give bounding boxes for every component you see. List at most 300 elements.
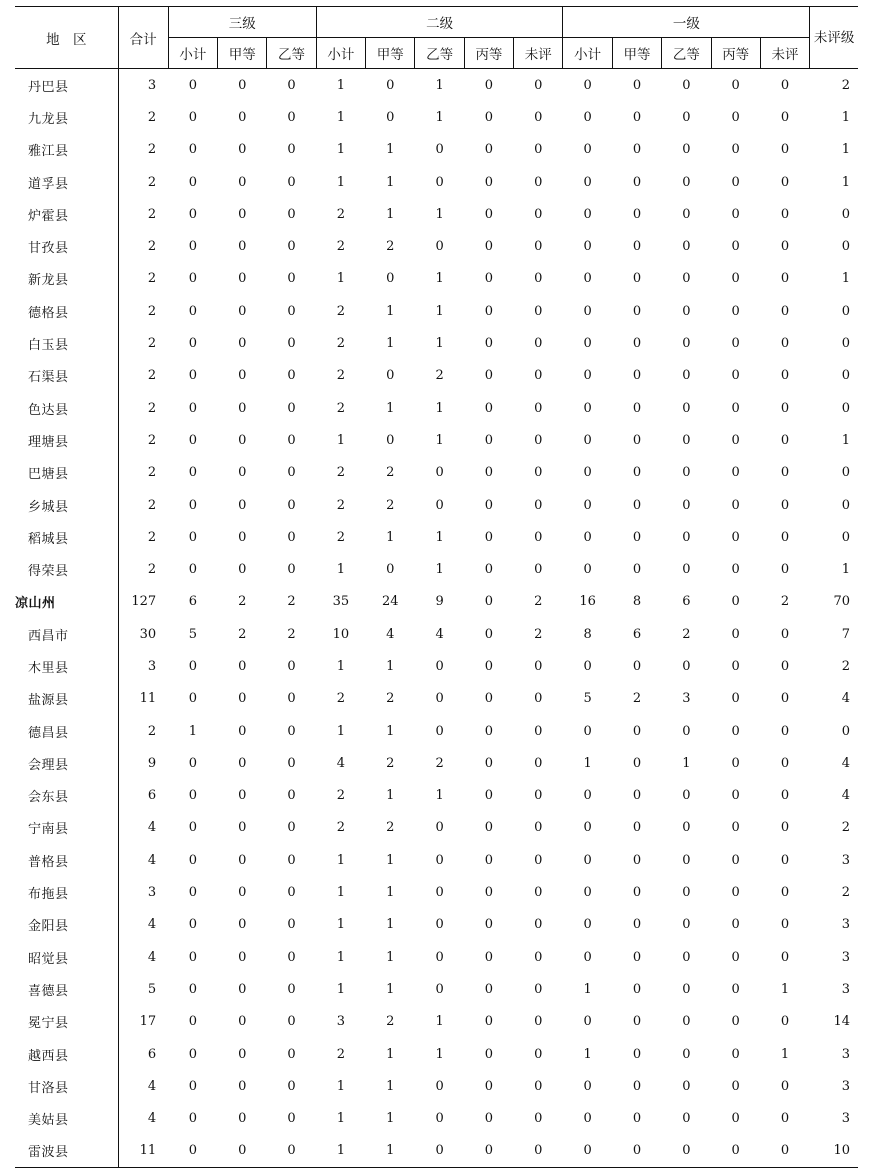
value-cell: 0 — [583, 885, 592, 901]
value-cell: 0 — [583, 206, 592, 222]
value-cell: 0 — [287, 432, 296, 448]
total-cell: 4 — [118, 812, 168, 844]
total-cell: 4 — [118, 844, 168, 876]
value-cell: 0 — [682, 1014, 691, 1030]
value-cell: 0 — [287, 142, 296, 158]
value-cell: 2 — [386, 239, 395, 255]
value-cell: 0 — [218, 1135, 267, 1168]
value-cell: 0 — [731, 723, 740, 739]
value-cell: 1 — [336, 852, 346, 868]
value-cell: 0 — [632, 77, 642, 93]
value-cell: 0 — [534, 465, 543, 481]
value-cell: 0 — [534, 788, 543, 804]
value-cell: 0 — [188, 271, 197, 287]
value-cell: 0 — [780, 303, 790, 319]
table-row — [15, 844, 858, 876]
value-cell: 0 — [287, 206, 296, 222]
value-cell: 0 — [435, 981, 444, 997]
value-cell: 0 — [188, 336, 197, 352]
value-cell: 1 — [336, 917, 346, 933]
value-cell: 0 — [484, 1014, 494, 1030]
value-cell: 0 — [632, 109, 642, 125]
unrated-cell: 0 — [841, 400, 850, 416]
value-cell: 0 — [238, 917, 247, 933]
value-cell: 0 — [287, 303, 296, 319]
value-cell: 0 — [188, 432, 197, 448]
value-cell: 0 — [534, 949, 543, 965]
total-cell: 5 — [118, 973, 168, 1005]
value-cell: 1 — [583, 1046, 592, 1062]
sub-header: 小计 — [563, 38, 612, 69]
value-cell: 2 — [780, 594, 790, 610]
value-cell: 2 — [386, 755, 395, 771]
region-name: 金阳县 — [28, 919, 69, 935]
value-cell: 0 — [534, 303, 543, 319]
value-cell: 0 — [188, 691, 197, 707]
value-cell: 0 — [386, 77, 395, 93]
value-cell: 0 — [583, 400, 592, 416]
value-cell: 0 — [583, 239, 592, 255]
value-cell: 0 — [583, 852, 592, 868]
value-cell: 1 — [336, 885, 346, 901]
value-cell: 0 — [632, 206, 642, 222]
sub-header: 乙等 — [662, 38, 711, 69]
value-cell: 1 — [336, 658, 346, 674]
unrated-cell: 3 — [841, 949, 850, 965]
value-cell: 1 — [435, 1014, 444, 1030]
sub-header: 未评 — [514, 38, 563, 69]
value-cell: 0 — [583, 465, 592, 481]
total-cell: 2 — [118, 134, 168, 166]
sub-header: 小计 — [168, 38, 217, 69]
unrated-cell: 2 — [841, 885, 850, 901]
table-row — [15, 360, 858, 392]
value-cell: 0 — [188, 303, 197, 319]
value-cell: 0 — [731, 594, 740, 610]
total-cell: 2 — [118, 198, 168, 230]
value-cell: 0 — [287, 562, 296, 578]
value-cell: 0 — [484, 723, 494, 739]
value-cell: 0 — [484, 949, 494, 965]
value-cell: 0 — [435, 465, 444, 481]
value-cell: 0 — [435, 239, 444, 255]
region-name: 凉山州 — [15, 596, 56, 612]
value-cell: 0 — [583, 77, 592, 93]
total-cell: 2 — [118, 553, 168, 585]
value-cell: 0 — [583, 271, 592, 287]
value-cell: 0 — [632, 174, 642, 190]
value-cell: 0 — [484, 820, 494, 836]
value-cell: 0 — [484, 529, 494, 545]
value-cell: 0 — [682, 562, 691, 578]
value-cell: 0 — [188, 658, 197, 674]
value-cell: 1 — [435, 400, 444, 416]
value-cell: 0 — [780, 497, 790, 513]
value-cell: 0 — [484, 239, 494, 255]
sub-header: 小计 — [316, 38, 365, 69]
value-cell: 0 — [632, 852, 642, 868]
sub-header: 未评 — [760, 38, 809, 69]
value-cell: 0 — [188, 852, 197, 868]
value-cell: 0 — [287, 658, 296, 674]
value-cell: 2 — [386, 691, 395, 707]
value-cell: 1 — [435, 271, 444, 287]
unrated-cell: 14 — [833, 1014, 850, 1030]
value-cell: 0 — [632, 239, 642, 255]
total-cell: 2 — [118, 230, 168, 262]
value-cell: 0 — [484, 400, 494, 416]
total-cell: 11 — [118, 683, 168, 715]
value-cell: 1 — [386, 1046, 395, 1062]
value-cell: 0 — [514, 1135, 563, 1168]
value-cell: 0 — [731, 852, 740, 868]
value-cell: 0 — [632, 949, 642, 965]
total-cell: 2 — [118, 392, 168, 424]
region-name: 乡城县 — [28, 499, 69, 515]
value-cell: 0 — [583, 497, 592, 513]
table-row — [15, 747, 858, 779]
value-cell: 0 — [238, 691, 247, 707]
value-cell: 2 — [336, 206, 346, 222]
value-cell: 0 — [435, 820, 444, 836]
value-cell: 0 — [780, 1078, 790, 1094]
value-cell: 0 — [682, 432, 691, 448]
value-cell: 0 — [780, 949, 790, 965]
value-cell: 0 — [632, 1046, 642, 1062]
value-cell: 0 — [780, 206, 790, 222]
value-cell: 0 — [632, 1078, 642, 1094]
value-cell: 0 — [435, 723, 444, 739]
value-cell: 0 — [484, 981, 494, 997]
total-cell: 4 — [118, 909, 168, 941]
value-cell: 0 — [632, 529, 642, 545]
value-cell: 2 — [336, 1046, 346, 1062]
table-row — [15, 198, 858, 230]
value-cell: 0 — [484, 626, 494, 642]
value-cell: 2 — [386, 497, 395, 513]
value-cell: 0 — [682, 497, 691, 513]
value-cell: 0 — [682, 465, 691, 481]
value-cell: 0 — [484, 432, 494, 448]
value-cell: 1 — [386, 658, 395, 674]
value-cell: 0 — [238, 788, 247, 804]
value-cell: 0 — [731, 109, 740, 125]
sub-header: 乙等 — [415, 38, 464, 69]
value-cell: 0 — [534, 336, 543, 352]
value-cell: 0 — [238, 206, 247, 222]
value-cell: 0 — [731, 303, 740, 319]
value-cell: 0 — [682, 303, 691, 319]
value-cell: 0 — [188, 109, 197, 125]
prefecture-row — [15, 586, 858, 618]
value-cell: 0 — [188, 885, 197, 901]
value-cell: 0 — [731, 271, 740, 287]
value-cell: 0 — [188, 400, 197, 416]
sub-header: 乙等 — [267, 38, 316, 69]
table-row — [15, 876, 858, 908]
value-cell: 0 — [386, 432, 395, 448]
region-name: 色达县 — [28, 402, 69, 418]
value-cell: 0 — [632, 820, 642, 836]
value-cell: 0 — [287, 368, 296, 384]
value-cell: 0 — [188, 142, 197, 158]
value-cell: 1 — [336, 271, 346, 287]
value-cell: 2 — [336, 788, 346, 804]
value-cell: 0 — [731, 336, 740, 352]
table-row — [15, 650, 858, 682]
value-cell: 0 — [287, 1014, 296, 1030]
value-cell: 0 — [484, 1046, 494, 1062]
value-cell: 0 — [534, 271, 543, 287]
value-cell: 0 — [168, 1135, 217, 1168]
value-cell: 0 — [632, 1111, 642, 1127]
value-cell: 0 — [731, 885, 740, 901]
region-name: 甘洛县 — [28, 1080, 69, 1096]
unrated-cell: 2 — [841, 77, 850, 93]
value-cell: 0 — [287, 723, 296, 739]
value-cell: 0 — [435, 852, 444, 868]
value-cell: 0 — [731, 626, 740, 642]
value-cell: 1 — [386, 949, 395, 965]
value-cell: 0 — [435, 658, 444, 674]
value-cell: 1 — [336, 981, 346, 997]
value-cell: 0 — [780, 820, 790, 836]
value-cell: 1 — [386, 788, 395, 804]
region-name: 越西县 — [28, 1048, 69, 1064]
value-cell: 0 — [238, 852, 247, 868]
value-cell: 0 — [238, 1111, 247, 1127]
value-cell: 3 — [336, 1014, 346, 1030]
value-cell: 0 — [632, 368, 642, 384]
value-cell: 0 — [287, 1111, 296, 1127]
value-cell: 0 — [484, 465, 494, 481]
value-cell: 0 — [780, 336, 790, 352]
value-cell: 1 — [386, 852, 395, 868]
value-cell: 0 — [386, 271, 395, 287]
value-cell: 0 — [386, 368, 395, 384]
value-cell: 1 — [336, 174, 346, 190]
sub-header: 甲等 — [218, 38, 267, 69]
value-cell: 0 — [632, 303, 642, 319]
value-cell: 0 — [632, 885, 642, 901]
value-cell: 0 — [780, 755, 790, 771]
value-cell: 0 — [731, 206, 740, 222]
value-cell: 0 — [534, 562, 543, 578]
value-cell: 6 — [682, 594, 691, 610]
value-cell: 0 — [682, 336, 691, 352]
value-cell: 0 — [731, 368, 740, 384]
value-cell: 1 — [386, 1078, 395, 1094]
unrated-cell: 0 — [841, 368, 850, 384]
table-row — [15, 683, 858, 715]
value-cell: 0 — [238, 981, 247, 997]
value-cell: 0 — [484, 852, 494, 868]
value-cell: 0 — [780, 368, 790, 384]
unrated-cell: 0 — [841, 336, 850, 352]
value-cell: 0 — [238, 562, 247, 578]
value-cell: 0 — [238, 465, 247, 481]
value-cell: 0 — [415, 1135, 464, 1168]
value-cell: 0 — [731, 497, 740, 513]
value-cell: 0 — [534, 239, 543, 255]
value-cell: 0 — [435, 1078, 444, 1094]
value-cell: 0 — [682, 820, 691, 836]
value-cell: 0 — [484, 755, 494, 771]
value-cell: 9 — [435, 594, 444, 610]
sub-header: 丙等 — [464, 38, 513, 69]
total-cell: 2 — [118, 295, 168, 327]
value-cell: 0 — [780, 885, 790, 901]
value-cell: 0 — [287, 174, 296, 190]
value-cell: 0 — [435, 497, 444, 513]
unrated-cell: 4 — [841, 755, 850, 771]
unrated-cell: 0 — [841, 529, 850, 545]
unrated-cell: 0 — [841, 497, 850, 513]
value-cell: 0 — [780, 109, 790, 125]
value-cell: 0 — [632, 755, 642, 771]
region-name: 美姑县 — [28, 1113, 69, 1129]
value-cell: 0 — [731, 1111, 740, 1127]
value-cell: 0 — [612, 1135, 661, 1168]
value-cell: 1 — [386, 1111, 395, 1127]
table-row — [15, 166, 858, 198]
table-row — [15, 715, 858, 747]
region-name: 德昌县 — [28, 725, 69, 741]
unrated-cell: 3 — [841, 1111, 850, 1127]
value-cell: 1 — [386, 206, 395, 222]
value-cell: 0 — [386, 562, 395, 578]
unrated-cell: 0 — [841, 303, 850, 319]
region-name: 白玉县 — [28, 338, 69, 354]
value-cell: 0 — [534, 142, 543, 158]
total-cell: 6 — [118, 1038, 168, 1070]
value-cell: 0 — [583, 562, 592, 578]
total-cell: 2 — [118, 424, 168, 456]
table-row — [15, 909, 858, 941]
value-cell: 2 — [336, 465, 346, 481]
value-cell: 2 — [336, 529, 346, 545]
value-cell: 0 — [731, 562, 740, 578]
value-cell: 0 — [780, 174, 790, 190]
value-cell: 0 — [238, 1078, 247, 1094]
total-cell: 2 — [118, 715, 168, 747]
value-cell: 0 — [682, 981, 691, 997]
value-cell: 0 — [484, 788, 494, 804]
table-row — [15, 1135, 858, 1168]
value-cell: 0 — [583, 917, 592, 933]
value-cell: 0 — [287, 885, 296, 901]
value-cell: 0 — [484, 594, 494, 610]
value-cell: 1 — [435, 432, 444, 448]
region-name: 甘孜县 — [28, 241, 69, 257]
value-cell: 0 — [632, 723, 642, 739]
value-cell: 0 — [534, 368, 543, 384]
value-cell: 1 — [583, 981, 592, 997]
value-cell: 1 — [386, 917, 395, 933]
value-cell: 3 — [682, 691, 691, 707]
value-cell: 0 — [484, 917, 494, 933]
value-cell: 1 — [386, 142, 395, 158]
value-cell: 0 — [731, 917, 740, 933]
total-cell: 2 — [118, 489, 168, 521]
value-cell: 0 — [780, 658, 790, 674]
value-cell: 0 — [238, 174, 247, 190]
table-row — [15, 780, 858, 812]
value-cell: 1 — [435, 77, 444, 93]
value-cell: 0 — [534, 981, 543, 997]
value-cell: 2 — [632, 691, 642, 707]
total-cell: 2 — [118, 101, 168, 133]
value-cell: 0 — [682, 77, 691, 93]
table-header — [15, 7, 858, 69]
value-cell: 1 — [386, 174, 395, 190]
value-cell: 0 — [238, 497, 247, 513]
grade-3-header: 三级 — [168, 7, 316, 38]
value-cell: 0 — [238, 109, 247, 125]
total-cell: 4 — [118, 1103, 168, 1135]
unrated-cell: 0 — [841, 465, 850, 481]
value-cell: 0 — [287, 400, 296, 416]
value-cell: 0 — [386, 109, 395, 125]
region-header: 地 区 — [15, 7, 118, 69]
table-row — [15, 457, 858, 489]
table-row — [15, 327, 858, 359]
value-cell: 0 — [632, 271, 642, 287]
total-cell: 3 — [118, 69, 168, 102]
value-cell: 2 — [238, 626, 247, 642]
value-cell: 1 — [386, 400, 395, 416]
region-name: 布拖县 — [28, 887, 69, 903]
value-cell: 0 — [188, 174, 197, 190]
value-cell: 8 — [632, 594, 642, 610]
table-row — [15, 1006, 858, 1038]
region-name: 得荣县 — [28, 564, 69, 580]
value-cell: 1 — [435, 206, 444, 222]
value-cell: 0 — [632, 465, 642, 481]
value-cell: 0 — [682, 917, 691, 933]
value-cell: 0 — [287, 529, 296, 545]
value-cell: 0 — [682, 1078, 691, 1094]
region-name: 九龙县 — [28, 111, 69, 127]
value-cell: 0 — [583, 174, 592, 190]
value-cell: 0 — [238, 820, 247, 836]
value-cell: 0 — [682, 852, 691, 868]
value-cell: 0 — [583, 432, 592, 448]
value-cell: 0 — [682, 400, 691, 416]
value-cell: 0 — [435, 691, 444, 707]
value-cell: 0 — [484, 303, 494, 319]
table-row — [15, 134, 858, 166]
value-cell: 1 — [188, 723, 197, 739]
table-row — [15, 230, 858, 262]
value-cell: 0 — [238, 755, 247, 771]
value-cell: 0 — [682, 529, 691, 545]
value-cell: 1 — [386, 336, 395, 352]
sub-header: 甲等 — [612, 38, 661, 69]
table-row — [15, 812, 858, 844]
value-cell: 0 — [583, 1111, 592, 1127]
value-cell: 0 — [287, 109, 296, 125]
value-cell: 0 — [287, 755, 296, 771]
unrated-cell: 1 — [841, 562, 850, 578]
total-header: 合计 — [118, 7, 168, 69]
value-cell: 1 — [386, 981, 395, 997]
grade-1-header: 一级 — [563, 7, 810, 38]
value-cell: 0 — [188, 755, 197, 771]
value-cell: 0 — [238, 432, 247, 448]
value-cell: 6 — [188, 594, 197, 610]
value-cell: 0 — [583, 109, 592, 125]
